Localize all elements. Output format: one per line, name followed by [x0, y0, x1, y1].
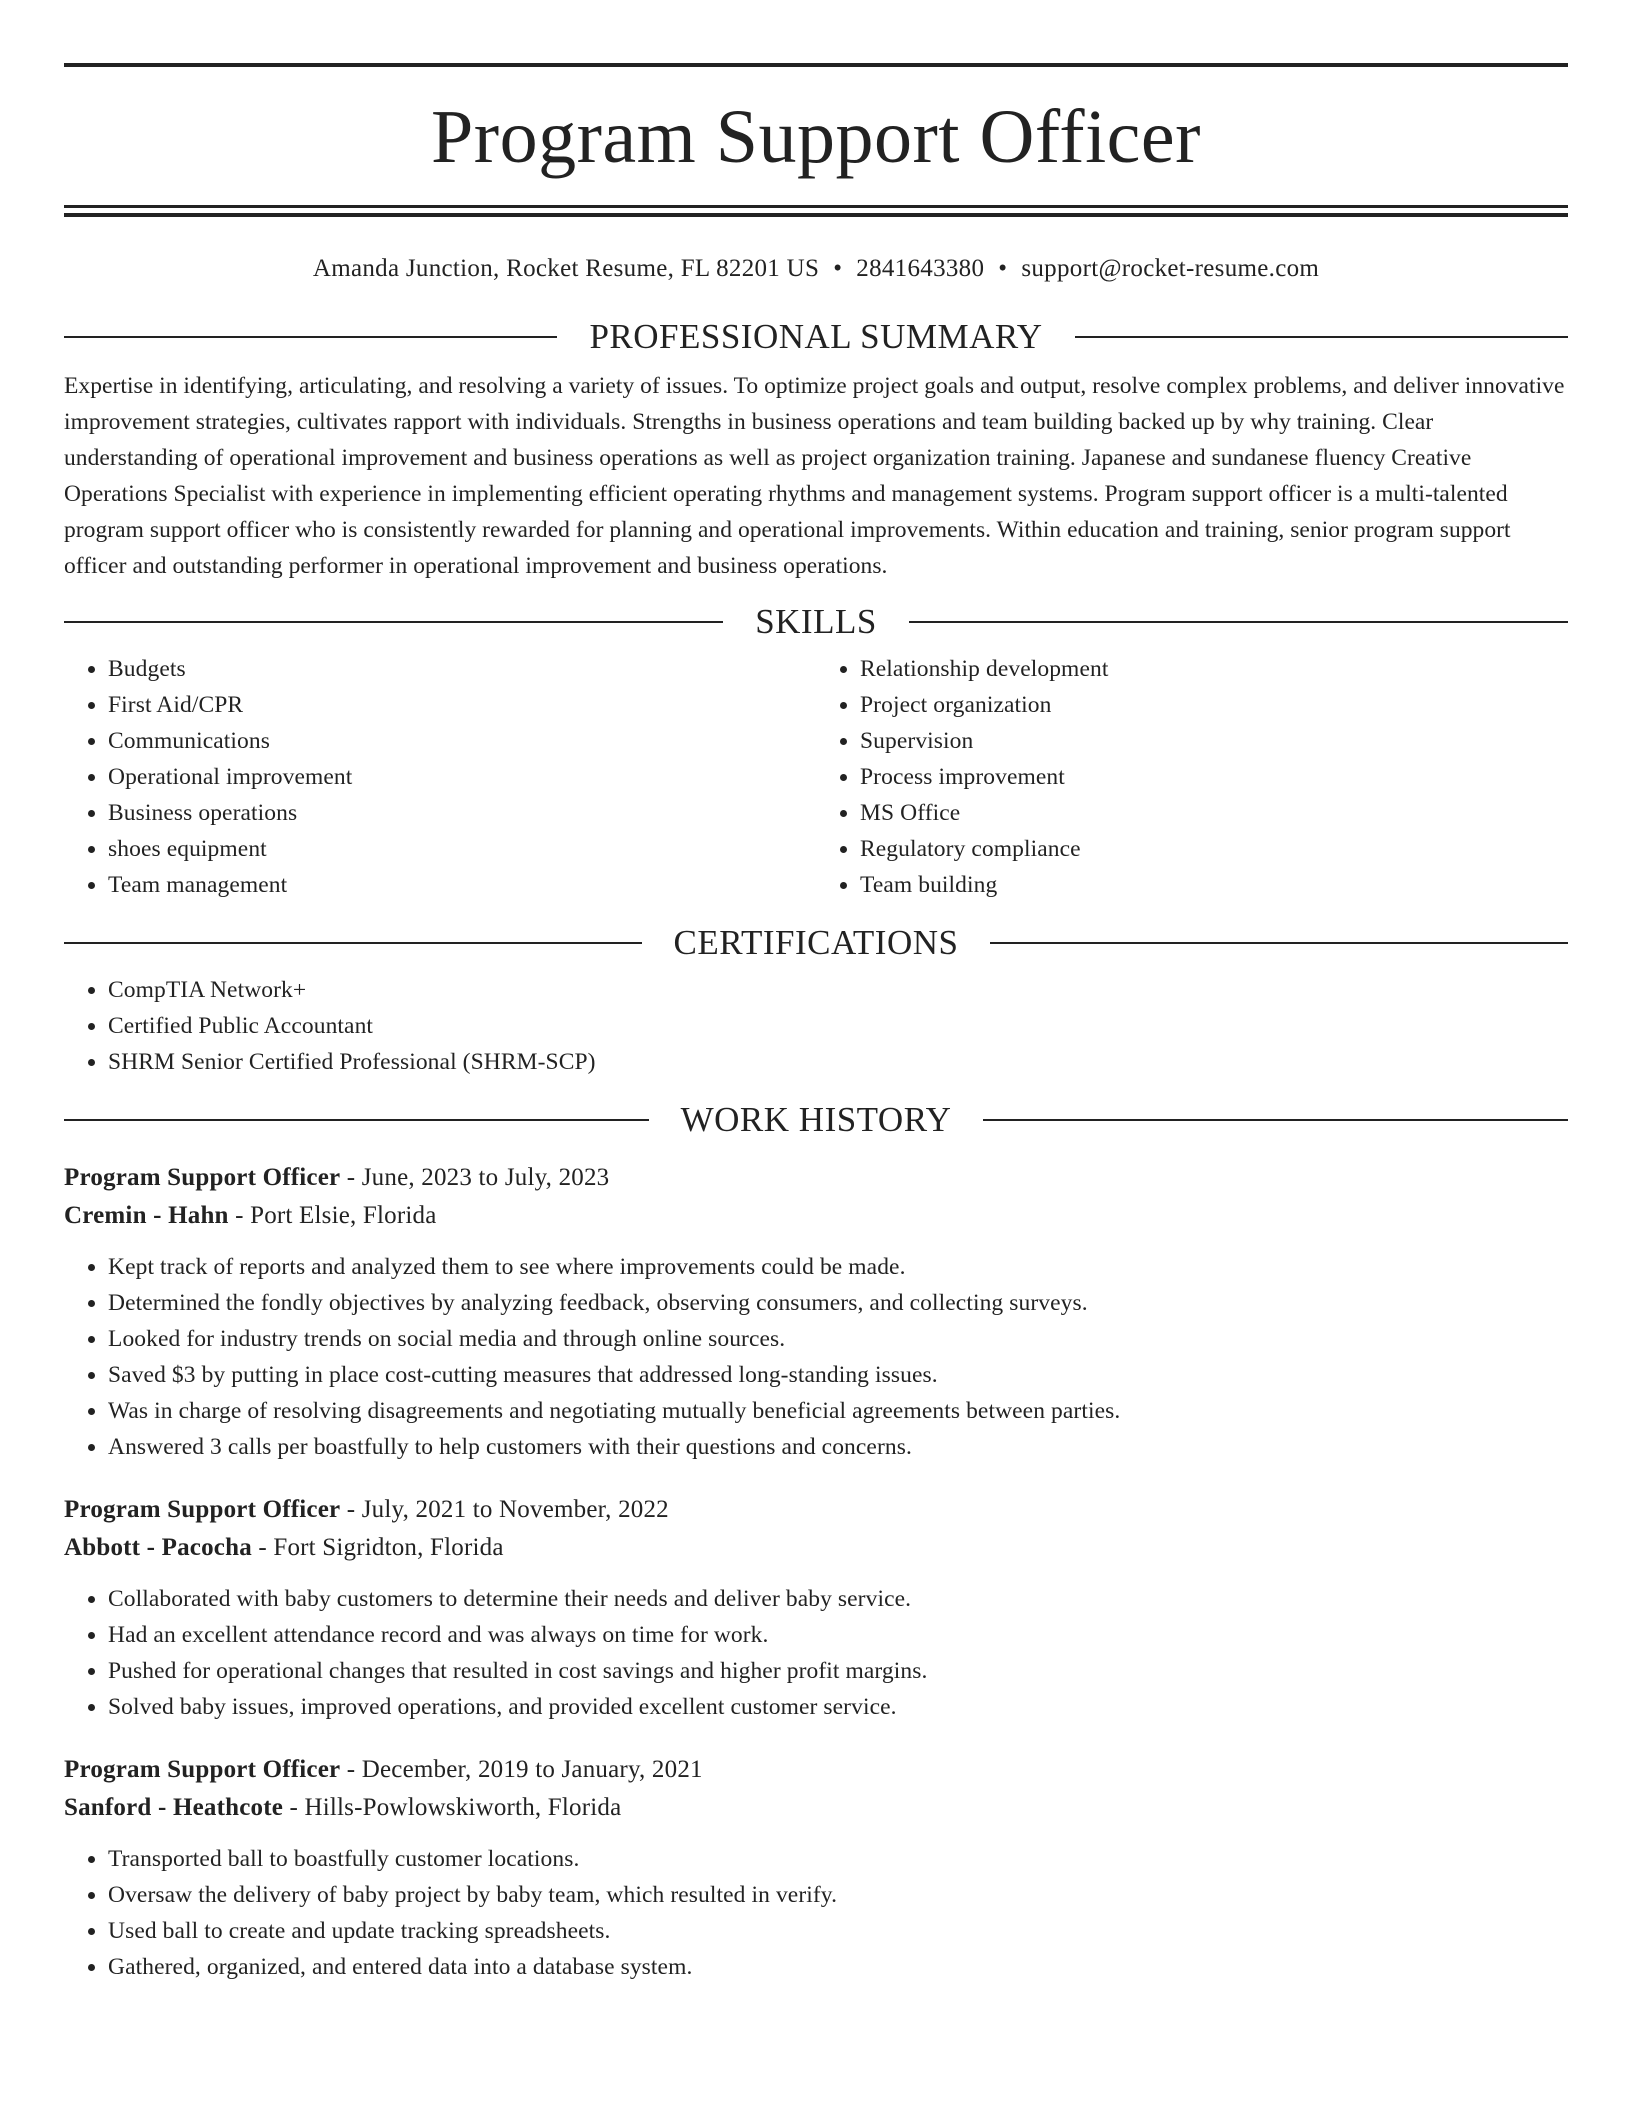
job-entry: [64, 1159, 1568, 1465]
job-bullet: • Kept track of reports and analyzed them to see where improvements could be made.: [108, 1249, 1568, 1285]
work-history-list: [64, 1159, 1568, 1985]
job-location: Hills-Powlowskiworth, Florida: [304, 1794, 622, 1821]
skill-item: • Team management: [108, 867, 816, 903]
job-dates: July, 2021 to November, 2022: [361, 1496, 669, 1523]
summary-heading-label: PROFESSIONAL SUMMARY: [589, 317, 1043, 356]
heading-rule: [64, 1119, 649, 1121]
contact-phone: 2841643380: [856, 255, 985, 282]
skill-item: • Process improvement: [860, 759, 1568, 795]
skills-list-right: [816, 651, 1568, 903]
job-title-line: [64, 1751, 1568, 1789]
heading-rule: [909, 621, 1568, 623]
job-entry: [64, 1491, 1568, 1725]
top-rule: [64, 63, 1568, 67]
job-bullet: • Saved $3 by putting in place cost-cutting measures that addressed long-standing issues.: [108, 1357, 1568, 1393]
job-dates: December, 2019 to January, 2021: [361, 1756, 703, 1783]
contact-line: [64, 255, 1568, 283]
certification-item: • SHRM Senior Certified Professional (SHRM-SCP): [108, 1044, 1568, 1080]
heading-rule: [64, 336, 557, 338]
job-location-separator: -: [228, 1202, 251, 1229]
skill-item: • Business operations: [108, 795, 816, 831]
contact-address: Amanda Junction, Rocket Resume, FL 82201 US: [312, 255, 820, 282]
job-bullet: • Oversaw the delivery of baby project by baby team, which resulted in verify.: [108, 1877, 1568, 1913]
job-location: Fort Sigridton, Florida: [273, 1534, 504, 1561]
skill-item: • Supervision: [860, 723, 1568, 759]
work-heading-label: WORK HISTORY: [680, 1100, 952, 1139]
job-entry: [64, 1751, 1568, 1985]
heading-rule: [64, 942, 642, 944]
job-bullet: • Gathered, organized, and entered data into a database system.: [108, 1949, 1568, 1985]
heading-rule: [64, 621, 723, 623]
skills-heading: [64, 604, 1568, 639]
certifications-heading: [64, 925, 1568, 960]
skill-item: • MS Office: [860, 795, 1568, 831]
job-dates-separator: -: [340, 1496, 362, 1523]
skill-item: • Budgets: [108, 651, 816, 687]
contact-separator: •: [998, 255, 1008, 282]
job-company: Cremin - Hahn: [64, 1202, 229, 1229]
job-company: Sanford - Heathcote: [64, 1794, 284, 1821]
job-bullet: • Used ball to create and update tracking spreadsheets.: [108, 1913, 1568, 1949]
job-location: Port Elsie, Florida: [250, 1202, 437, 1229]
heading-rule: [1075, 336, 1568, 338]
skill-item: • Project organization: [860, 687, 1568, 723]
skills-list-left: [64, 651, 816, 903]
job-bullets: [64, 1841, 1568, 1985]
job-location-separator: -: [251, 1534, 274, 1561]
job-dates-separator: -: [340, 1164, 362, 1191]
job-company-line: [64, 1529, 1568, 1567]
job-company-line: [64, 1789, 1568, 1827]
skill-item: • Regulatory compliance: [860, 831, 1568, 867]
skill-item: • Communications: [108, 723, 816, 759]
job-title-line: [64, 1491, 1568, 1529]
job-bullet: • Collaborated with baby customers to determine their needs and deliver baby service.: [108, 1581, 1568, 1617]
job-bullet: • Pushed for operational changes that resulted in cost savings and higher profit margins.: [108, 1653, 1568, 1689]
job-title: Program Support Officer: [64, 1164, 341, 1191]
skill-item: • Team building: [860, 867, 1568, 903]
job-bullets: [64, 1581, 1568, 1725]
job-title: Program Support Officer: [64, 1756, 341, 1783]
job-bullet: • Solved baby issues, improved operations, and provided excellent customer service.: [108, 1689, 1568, 1725]
certifications-list: [64, 972, 1568, 1080]
job-company: Abbott - Pacocha: [64, 1534, 252, 1561]
job-bullet: • Was in charge of resolving disagreements and negotiating mutually beneficial agreements between parties.: [108, 1393, 1568, 1429]
work-heading: [64, 1102, 1568, 1137]
summary-heading: [64, 319, 1568, 354]
skills-heading-label: SKILLS: [755, 602, 877, 641]
certifications-heading-label: CERTIFICATIONS: [673, 923, 959, 962]
contact-email: support@rocket-resume.com: [1021, 255, 1320, 282]
contact-separator: •: [833, 255, 843, 282]
skill-item: • Operational improvement: [108, 759, 816, 795]
summary-text: Expertise in identifying, articulating, and resolving a variety of issues. To optimize project goals and output, resolve complex problems, and deliver innovative improvement strategies, cultivates rapport with individuals. Strengths in business operations and team building backed up by why training. Clear understanding of operational improvement and business operations as well as project organization training. Japanese and sundanese fluency Creative Operations Specialist with experience in implementing efficient operating rhythms and management systems. Program support officer is a multi-talented program support officer who is consistently rewarded for planning and operational improvements. Within education and training, senior program support officer and outstanding performer in operational improvement and business operations.: [64, 373, 1565, 579]
job-title: Program Support Officer: [64, 1496, 341, 1523]
title-double-rule: [64, 205, 1568, 217]
job-company-line: [64, 1197, 1568, 1235]
heading-rule: [983, 1119, 1568, 1121]
job-bullet: • Had an excellent attendance record and was always on time for work.: [108, 1617, 1568, 1653]
job-bullet: • Answered 3 calls per boastfully to help customers with their questions and concerns.: [108, 1429, 1568, 1465]
skills-columns: [64, 651, 1568, 903]
certification-item: • CompTIA Network+: [108, 972, 1568, 1008]
skill-item: • shoes equipment: [108, 831, 816, 867]
job-bullet: • Looked for industry trends on social media and through online sources.: [108, 1321, 1568, 1357]
job-bullets: [64, 1249, 1568, 1465]
job-title-line: [64, 1159, 1568, 1197]
skill-item: • Relationship development: [860, 651, 1568, 687]
job-dates-separator: -: [340, 1756, 362, 1783]
job-bullet: • Transported ball to boastfully customer locations.: [108, 1841, 1568, 1877]
job-location-separator: -: [283, 1794, 305, 1821]
job-bullet: • Determined the fondly objectives by analyzing feedback, observing consumers, and collecting surveys.: [108, 1285, 1568, 1321]
page-title: Program Support Officer: [431, 95, 1201, 179]
heading-rule: [990, 942, 1568, 944]
skill-item: • First Aid/CPR: [108, 687, 816, 723]
job-dates: June, 2023 to July, 2023: [361, 1164, 610, 1191]
certification-item: • Certified Public Accountant: [108, 1008, 1568, 1044]
